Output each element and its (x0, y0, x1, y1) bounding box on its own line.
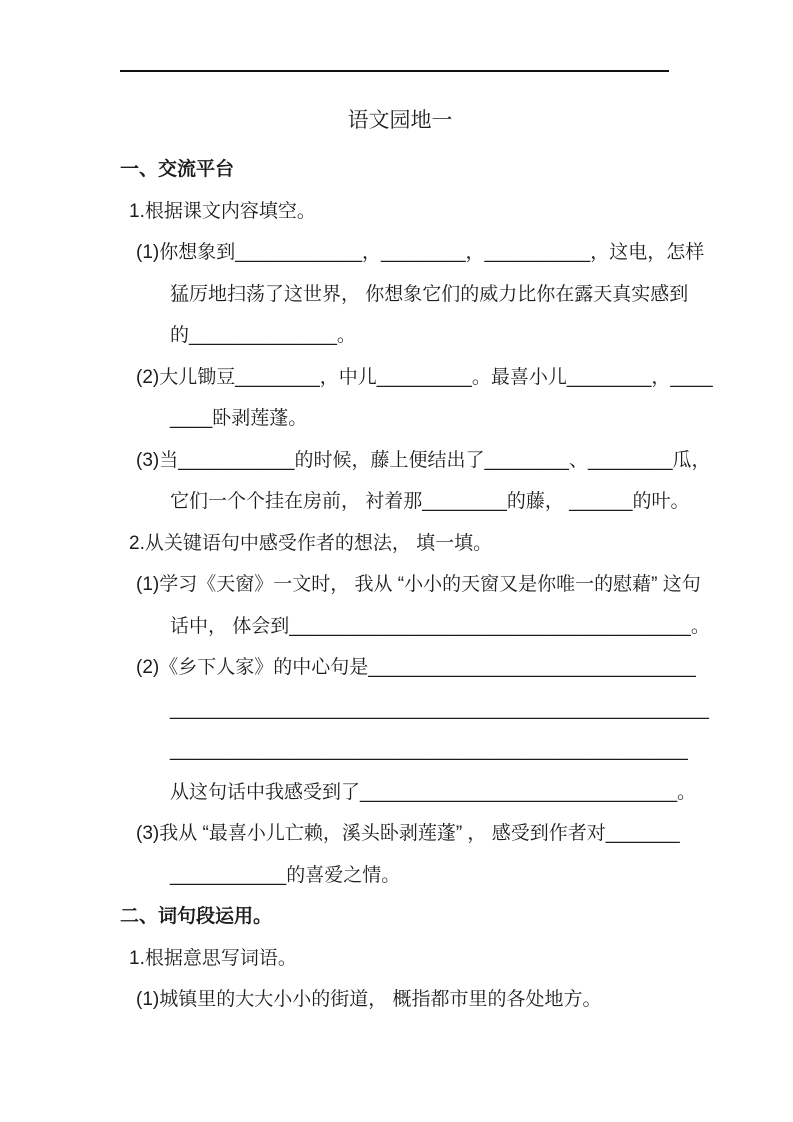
page-title: 语文园地一 (347, 109, 453, 132)
q2-item2-blank-line2: _________________________________________________ (170, 740, 688, 761)
q2-item1-line2: 话中， 体会到______________________________________。 (170, 615, 710, 637)
q1-instruction: 1.根据课文内容填空。 (129, 200, 316, 222)
worksheet-body (120, 99, 713, 1021)
q2-item1-line1: (1)学习《天窗》一文时， 我从 “小小的天窗又是你唯一的慰藉” 这句 (136, 574, 701, 595)
section-2-heading: 二、词句段运用。 (120, 906, 273, 927)
q1-item1-line1: (1)你想象到____________，________，__________，这电，怎样 (136, 242, 705, 263)
s2-q1-instruction: 1.根据意思写词语。 (129, 947, 297, 969)
q2-item2-line4: 从这句话中我感受到了______________________________。 (170, 781, 697, 803)
q1-item1-line3: 的______________。 (170, 325, 356, 346)
q1-item3-line2: 它们一个个挂在房前， 衬着那________的藤， ______的叶。 (170, 491, 690, 512)
q1-item3-line1: (3)当___________的时候，藤上便结出了________、________瓜， (136, 449, 711, 471)
q1-item2-line2: ____卧剥莲蓬。 (170, 408, 308, 429)
q2-item2-line1: (2)《乡下人家》的中心句是_______________________________ (136, 657, 696, 678)
q2-instruction: 2.从关键语句中感受作者的想法， 填一填。 (129, 532, 493, 554)
section-1-heading: 一、交流平台 (120, 159, 235, 180)
s2-q1-item1: (1)城镇里的大大小小的街道， 概指都市里的各处地方。 (136, 989, 602, 1010)
q2-item3-line1: (3)我从 “最喜小儿亡赖，溪头卧剥莲蓬” ， 感受到作者对_______ (136, 823, 680, 844)
q2-item2-blank-line1: ___________________________________________________ (170, 698, 709, 720)
q1-item2-line1: (2)大儿锄豆________，中儿_________。最喜小儿________，____ (136, 366, 713, 388)
header-rule (120, 70, 669, 72)
q2-item3-line2: ___________的喜爱之情。 (170, 864, 401, 886)
q1-item1-line2: 猛厉地扫荡了这世界， 你想象它们的威力比你在露天真实感到 (170, 283, 689, 305)
